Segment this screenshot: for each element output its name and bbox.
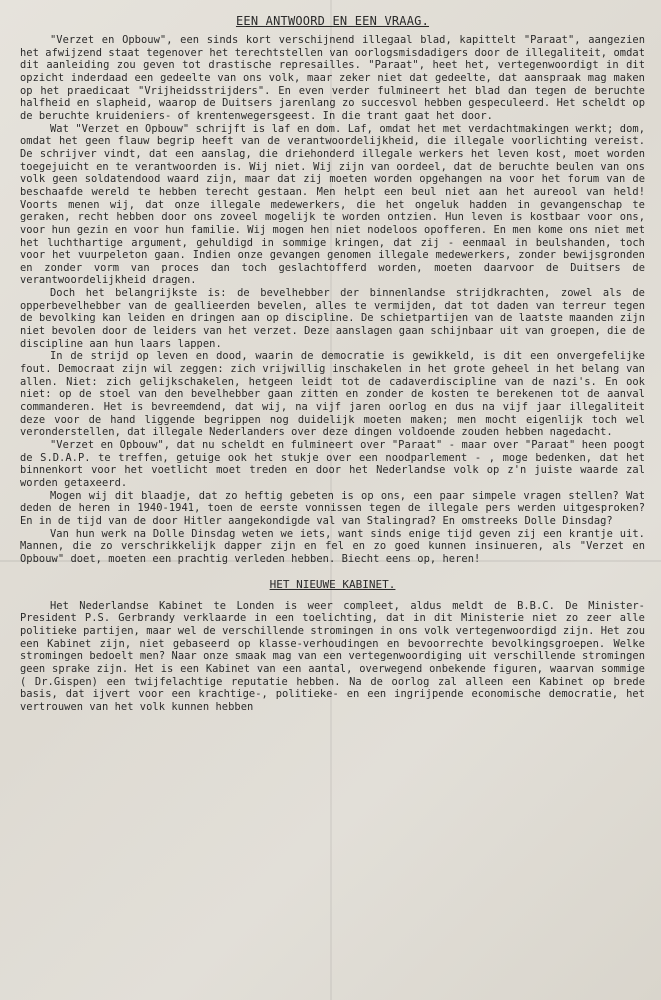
- paragraph-6: Mogen wij dit blaadje, dat zo heftig gebeten is op ons, een paar simpele vragen stellen? Wat deden de heren in 1940-1941, toen de eerste vonnissen tegen de illegale pers werden uitgesproken? En in de tijd van de door Hitler aangekondigde val van Stalingrad? En omstreeks Dolle Dinsdag?: [20, 489, 645, 527]
- paragraph-5: "Verzet en Opbouw", dat nu scheldt en fulmineert over "Paraat" - maar over "Paraat" heen poogt de S.D.A.P. te treffen, getuige ook het stukje over een noodparlement - , moge bedenken, dat het binnenkort voor het voetlicht moet treden en door het Nederlandse volk op z'n juiste waarde zal worden getaxeerd.: [20, 439, 645, 489]
- article-title: EEN ANTWOORD EN EEN VRAAG.: [235, 14, 430, 28]
- paragraph-2: Wat "Verzet en Opbouw" schrijft is laf en dom. Laf, omdat het met verdachtmakingen werkt; dom, omdat het geen flauw begrip heeft van de verantwoordelijkheid, die illegale voorlichting vereist. De schrijver vindt, dat een aanslag, die driehonderd illegale werkers het leven kost, moet worden toegejuicht en te verantwoorden is. Wij niet. Wij zijn van oordeel, dat de beruchte beulen van ons volk geen soldatendood waard zijn, maar dat zij moeten worden opgehangen na voor het forum van de beschaafde wereld te hebben terecht gestaan. Men helpt een beul niet aan het aureool van held! Voorts menen wij, dat onze illegale medewerkers, die het ongeluk hadden in gevangenschap te geraken, recht hebben door ons zoveel mogelijk te worden ontzien. Hun leven is kostbaar voor ons, voor hun gezin en voor hun familie. Wij mogen hen niet nodeloos opofferen. En men kome ons niet met het luchthartige argument, gehuldigd in sommige kringen, dat zij - eenmaal in beulshanden, toch voor het vuurpeleton gaan. Indien onze gevangen genomen illegale medewerkers, zonder bewijsgronden en zonder vorm van proces dan toch geslachtofferd worden, moeten daarvoor de Duitsers de verantwoordelijkheid dragen.: [20, 122, 645, 287]
- paper-fold-vertical: [330, 0, 332, 1000]
- paragraph-4: In de strijd op leven en dood, waarin de democratie is gewikkeld, is dit een onvergefelijke fout. Democraat zijn wil zeggen: zich vrijwillig inschakelen in het grote geheel in het belang van allen. Niet: zich gelijkschakelen, hetgeen leidt tot de cadaverdiscipline van de nazi's. En ook niet: op de stoel van den bevelhebber gaan zitten en zonder de kosten te berekenen tot de aanval commanderen. Het is bevreemdend, dat wij, na vijf jaren oorlog en dus na vijf jaar illegaliteit deze voor de hand liggende begrippen nog duidelijk moeten maken; men mocht eigenlijk toch wel veronderstellen, dat illegale Nederlanders over deze dingen voldoende zouden hebben nagedacht.: [20, 350, 645, 439]
- article-body: [20, 34, 645, 566]
- section-subtitle: HET NIEUWE KABINET.: [269, 577, 396, 591]
- section-body: [20, 600, 645, 714]
- section-paragraph-1: Het Nederlandse Kabinet te Londen is weer compleet, aldus meldt de B.B.C. De Minister-President P.S. Gerbrandy verklaarde in een toelichting, dat in dit Ministerie niet zo zeer alle politieke partijen, maar wel de verschillende stromingen in ons volk vertegenwoordigd zijn. Het zou een Kabinet zijn, niet gebaseerd op klasse-verhoudingen en bevoorrechte bevolkingsgroepen. Welke stromingen bedoelt men? Naar onze smaak mag van een vertegenwoordiging uit verschillende stromingen geen sprake zijn. Het is een Kabinet van een aantal, overwegend onbekende figuren, waarvan sommige ( Dr.Gispen) een twijfelachtige reputatie hebben. Na de oorlog zal alleen een Kabinet op brede basis, dat ijvert voor een krachtige-, politieke- en een ingrijpende economische democratie, het vertrouwen van het volk kunnen hebben: [20, 599, 645, 713]
- paragraph-3: Doch het belangrijkste is: de bevelhebber der binnenlandse strijdkrachten, zowel als de opperbevelhebber van de geallieerden bevelen, alles te vermijden, dat tot daden van terreur tegen de bevolking kan leiden en dringen aan op discipline. De schietpartijen van de laatste maanden zijn niet bevolen door de leiders van het verzet. Deze aanslagen gaan schijnbaar uit van groepen, die de discipline aan hun laars lappen.: [20, 287, 645, 350]
- paragraph-7: Van hun werk na Dolle Dinsdag weten we iets, want sinds enige tijd geven zij een krantje uit. Mannen, die zo verschrikkelijk dapper zijn en fel en zo goed kunnen insinueren, als "Verzet en Opbouw" doet, moeten een prachtig verleden hebben. Biecht eens op, heren!: [20, 527, 645, 565]
- paragraph-1: "Verzet en Opbouw", een sinds kort verschijnend illegaal blad, kapittelt "Paraat", aangezien het afwijzend staat tegenover het terechtstellen van oorlogsmisdadigers door de illegaliteit, omdat dit aanleiding zou geven tot drastische represailles. "Paraat", heet het, vertegenwoordigt in dit opzicht inderdaad een gedeelte van ons volk, maar zeker niet dat gedeelte, dat aanspraak mag maken op het praedicaat "Vrijheidsstrijders". En even verder fulmineert het blad dan tegen de beruchte halfheid en slapheid, waarop de Duitsers jarenlang zo succesvol hebben gespeculeerd. Het scheldt op de beruchte kruideniers- of krentenwegersgeest. In die trant gaat het door.: [20, 34, 645, 122]
